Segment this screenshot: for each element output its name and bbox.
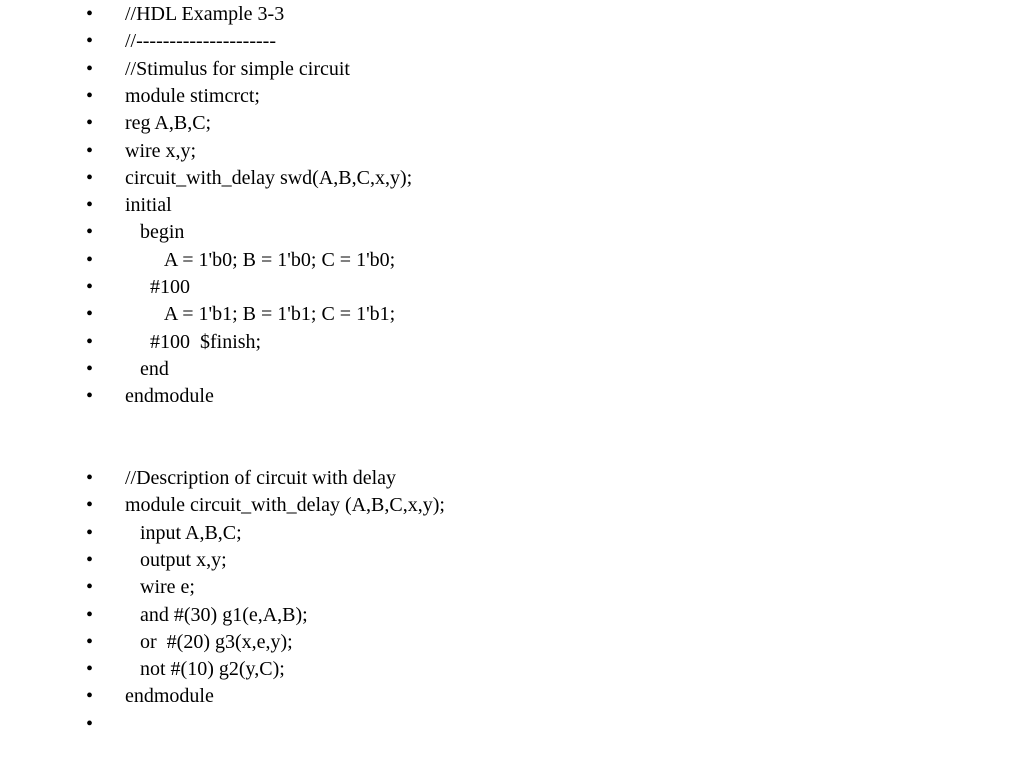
code-text: //Description of circuit with delay [125, 467, 397, 489]
bullet-icon: • [86, 658, 94, 681]
bullet-icon: • [86, 30, 94, 53]
code-text: or #(20) g3(x,e,y); [125, 630, 293, 653]
code-text: //HDL Example 3-3 [125, 3, 285, 25]
code-text: //Stimulus for simple circuit [125, 57, 350, 80]
bullet-icon: • [86, 194, 94, 217]
circuit-code-line [0, 711, 1024, 738]
bullet-icon: • [86, 357, 94, 380]
circuit-code-line [0, 520, 1024, 547]
bullet-icon: • [86, 603, 94, 626]
code-text: //--------------------- [125, 30, 276, 53]
bullet-icon: • [86, 467, 94, 489]
stimulus-code-line [0, 56, 1024, 83]
stimulus-code-line [0, 138, 1024, 165]
bullet-icon: • [86, 139, 94, 162]
code-text: end [125, 357, 169, 380]
code-text: wire x,y; [125, 139, 197, 162]
stimulus-code-line [0, 83, 1024, 110]
code-text: reg A,B,C; [125, 112, 212, 135]
code-text: A = 1'b0; B = 1'b0; C = 1'b0; [125, 248, 396, 271]
stimulus-code-line [0, 383, 1024, 410]
bullet-icon: • [86, 3, 94, 25]
circuit-code-line [0, 492, 1024, 519]
bullet-icon: • [86, 112, 94, 135]
circuit-code-line [0, 574, 1024, 601]
stimulus-code-line [0, 301, 1024, 328]
code-text: #100 $finish; [125, 330, 262, 353]
stimulus-code-line [0, 192, 1024, 219]
bullet-icon: • [86, 166, 94, 189]
stimulus-code-line [0, 28, 1024, 55]
code-text: and #(30) g1(e,A,B); [125, 603, 308, 626]
bullet-icon: • [86, 630, 94, 653]
bullet-icon: • [86, 712, 94, 735]
code-text: not #(10) g2(y,C); [125, 658, 285, 681]
stimulus-code-line [0, 110, 1024, 137]
code-text: wire e; [125, 576, 195, 599]
bullet-icon: • [86, 303, 94, 326]
code-text: #100 [125, 276, 190, 298]
stimulus-code-line [0, 247, 1024, 274]
bullet-icon: • [86, 576, 94, 599]
code-text: initial [125, 194, 172, 217]
code-text: circuit_with_delay swd(A,B,C,x,y); [125, 166, 413, 189]
stimulus-code-line [0, 356, 1024, 383]
circuit-code-line [0, 602, 1024, 629]
bullet-icon: • [86, 685, 94, 708]
bullet-icon: • [86, 84, 94, 107]
code-text: endmodule [125, 685, 214, 708]
bullet-icon: • [86, 494, 94, 517]
bullet-icon: • [86, 248, 94, 271]
code-text: endmodule [125, 385, 214, 408]
bullet-icon: • [86, 521, 94, 544]
circuit-code-line [0, 629, 1024, 656]
bullet-icon: • [86, 221, 94, 244]
circuit-code-line [0, 683, 1024, 710]
code-text: module stimcrct; [125, 84, 260, 107]
code-text: begin [125, 221, 185, 244]
stimulus-code-line [0, 165, 1024, 192]
circuit-code-line [0, 465, 1024, 492]
bullet-icon: • [86, 330, 94, 353]
bullet-icon: • [86, 57, 94, 80]
bullet-icon: • [86, 385, 94, 408]
code-text: A = 1'b1; B = 1'b1; C = 1'b1; [125, 303, 396, 326]
code-text: output x,y; [125, 548, 227, 571]
bullet-icon: • [86, 548, 94, 571]
code-text: input A,B,C; [125, 521, 242, 544]
code-text: module circuit_with_delay (A,B,C,x,y); [125, 494, 445, 517]
stimulus-code-line [0, 274, 1024, 301]
stimulus-code-line [0, 219, 1024, 246]
circuit-code-line [0, 547, 1024, 574]
stimulus-code-line [0, 1, 1024, 28]
circuit-code-line [0, 656, 1024, 683]
bullet-icon: • [86, 276, 94, 298]
stimulus-code-line [0, 329, 1024, 356]
